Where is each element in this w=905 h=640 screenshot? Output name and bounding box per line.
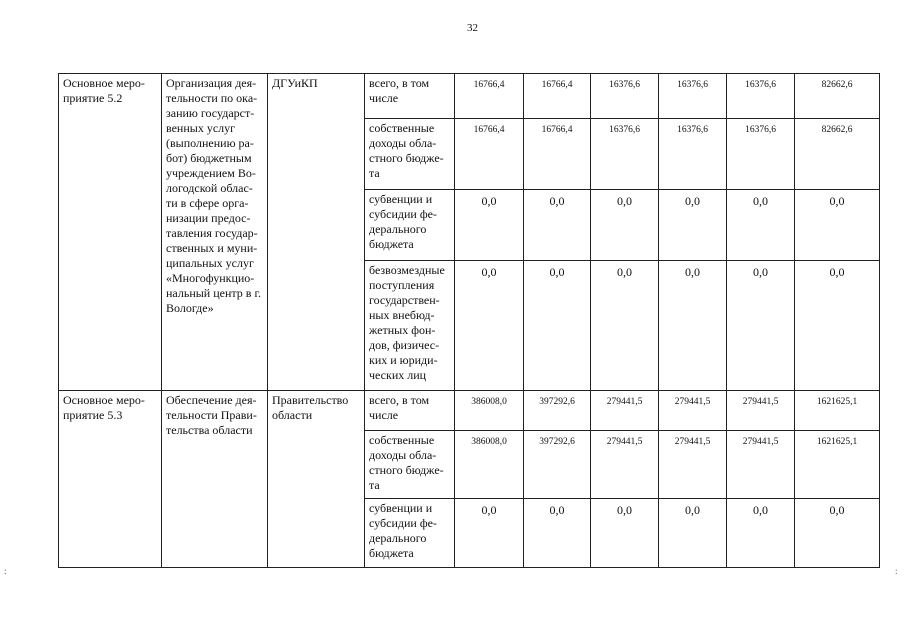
amount-cell: 16376,6 bbox=[591, 119, 659, 190]
amount-cell: 0,0 bbox=[795, 261, 880, 391]
amount-cell: 397292,6 bbox=[524, 431, 591, 499]
budget-table bbox=[58, 73, 880, 568]
amount-cell: 16376,6 bbox=[727, 119, 795, 190]
amount-cell: 279441,5 bbox=[591, 431, 659, 499]
table-row bbox=[59, 391, 880, 431]
measure-cell: Основное меро-приятие 5.2 bbox=[59, 74, 162, 391]
funding-source-cell: субвенции и субсидии фе-дерального бюджета bbox=[365, 499, 455, 568]
amount-cell: 0,0 bbox=[727, 261, 795, 391]
table-row bbox=[59, 74, 880, 119]
executor-cell: ДГУиКП bbox=[268, 74, 365, 391]
amount-cell: 82662,6 bbox=[795, 119, 880, 190]
funding-source-cell: безвозмездные поступления государствен-ных внебюд-жетных фон-дов, физичес-ких и юриди-ческих лиц bbox=[365, 261, 455, 391]
funding-source-cell: всего, в том числе bbox=[365, 74, 455, 119]
description-cell: Организация дея-тельности по ока-занию государст-венных услуг (выполнению ра-бот) бюджетным учреждением Во-логодской облас-ти в сфере орга-низации предос-тавления государ-ственных и муни-ципальных услуг «Многофункцио-нальный центр в г. Вологде» bbox=[162, 74, 268, 391]
amount-cell: 397292,6 bbox=[524, 391, 591, 431]
amount-cell: 16766,4 bbox=[524, 119, 591, 190]
amount-cell: 0,0 bbox=[524, 499, 591, 568]
amount-cell: 0,0 bbox=[591, 499, 659, 568]
amount-cell: 1621625,1 bbox=[795, 391, 880, 431]
amount-cell: 0,0 bbox=[727, 499, 795, 568]
funding-source-cell: всего, в том числе bbox=[365, 391, 455, 431]
funding-source-cell: субвенции и субсидии фе-дерального бюджета bbox=[365, 190, 455, 261]
amount-cell: 0,0 bbox=[591, 190, 659, 261]
amount-cell: 16376,6 bbox=[727, 74, 795, 119]
amount-cell: 279441,5 bbox=[727, 391, 795, 431]
measure-cell: Основное меро-приятие 5.3 bbox=[59, 391, 162, 568]
amount-cell: 16766,4 bbox=[524, 74, 591, 119]
amount-cell: 82662,6 bbox=[795, 74, 880, 119]
page-number: 32 bbox=[467, 22, 478, 34]
amount-cell: 386008,0 bbox=[455, 391, 524, 431]
funding-source-cell: собственные доходы обла-стного бюдже-та bbox=[365, 119, 455, 190]
amount-cell: 16376,6 bbox=[659, 119, 727, 190]
amount-cell: 279441,5 bbox=[591, 391, 659, 431]
amount-cell: 279441,5 bbox=[727, 431, 795, 499]
margin-mark-left: : bbox=[4, 566, 7, 576]
amount-cell: 16766,4 bbox=[455, 119, 524, 190]
amount-cell: 0,0 bbox=[524, 190, 591, 261]
amount-cell: 0,0 bbox=[727, 190, 795, 261]
executor-cell: Правительство области bbox=[268, 391, 365, 568]
amount-cell: 0,0 bbox=[524, 261, 591, 391]
amount-cell: 386008,0 bbox=[455, 431, 524, 499]
amount-cell: 0,0 bbox=[795, 190, 880, 261]
margin-mark-right: : bbox=[895, 566, 898, 576]
amount-cell: 1621625,1 bbox=[795, 431, 880, 499]
amount-cell: 0,0 bbox=[591, 261, 659, 391]
amount-cell: 0,0 bbox=[455, 261, 524, 391]
amount-cell: 0,0 bbox=[455, 499, 524, 568]
description-cell: Обеспечение дея-тельности Прави-тельства области bbox=[162, 391, 268, 568]
amount-cell: 16376,6 bbox=[591, 74, 659, 119]
amount-cell: 0,0 bbox=[659, 190, 727, 261]
amount-cell: 279441,5 bbox=[659, 431, 727, 499]
amount-cell: 0,0 bbox=[659, 499, 727, 568]
amount-cell: 16376,6 bbox=[659, 74, 727, 119]
amount-cell: 16766,4 bbox=[455, 74, 524, 119]
amount-cell: 0,0 bbox=[659, 261, 727, 391]
amount-cell: 0,0 bbox=[455, 190, 524, 261]
amount-cell: 279441,5 bbox=[659, 391, 727, 431]
funding-source-cell: собственные доходы обла-стного бюдже-та bbox=[365, 431, 455, 499]
amount-cell: 0,0 bbox=[795, 499, 880, 568]
